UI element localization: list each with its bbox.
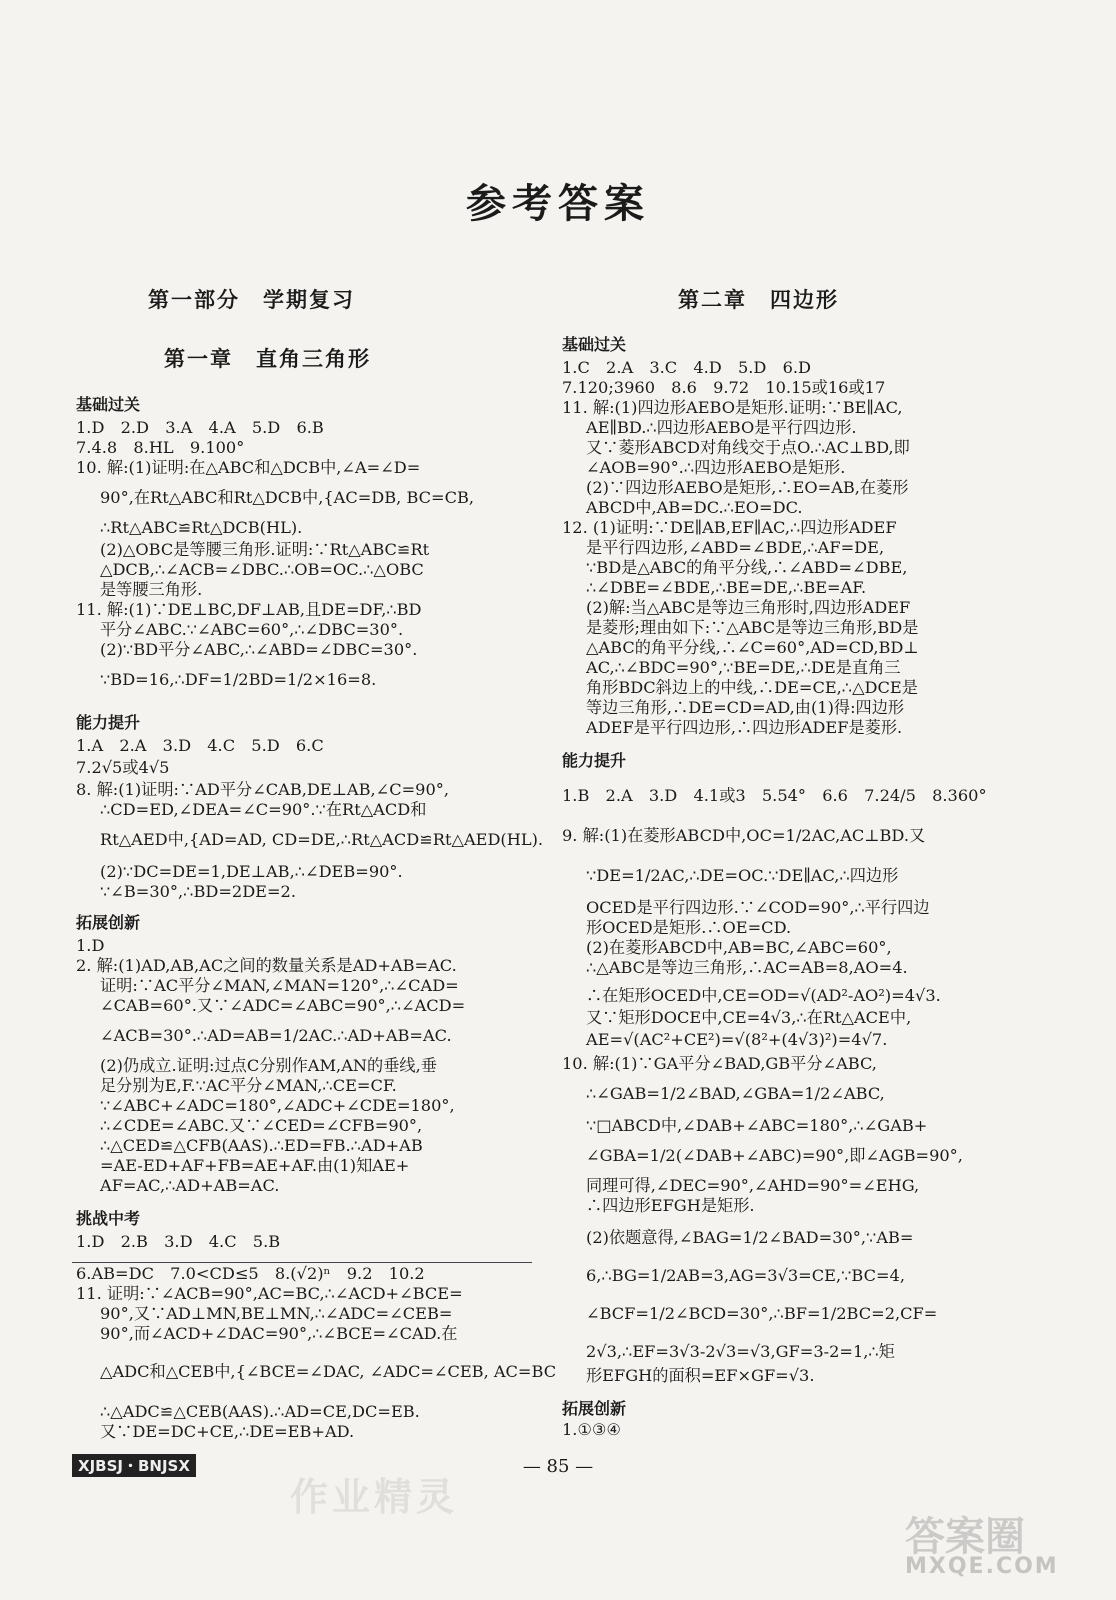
answer-line: (2)∵DC=DE=1,DE⊥AB,∴∠DEB=90°. — [100, 862, 403, 881]
answer-line: AE=√(AC²+CE²)=√(8²+(4√3)²)=4√7. — [586, 1030, 888, 1049]
answer-line: (2)依题意得,∠BAG=1/2∠BAD=30°,∵AB= — [586, 1228, 914, 1247]
answer-line: ∠ACB=30°.∴AD=AB=1/2AC.∴AD+AB=AC. — [100, 1026, 452, 1045]
answer-line: 又∵矩形DOCE中,CE=4√3,∴在Rt△ACE中, — [586, 1008, 912, 1027]
answer-line: 2√3,∴EF=3√3-2√3=√3,GF=3-2=1,∴矩 — [586, 1342, 895, 1361]
answer-line: 是菱形;理由如下:∵△ABC是等边三角形,BD是 — [586, 618, 919, 637]
answer-line: 1.D — [76, 936, 105, 955]
answer-line: ∵□ABCD中,∠DAB+∠ABC=180°,∴∠GAB+ — [586, 1116, 928, 1135]
answer-line: ∴Rt△ABC≌Rt△DCB(HL). — [100, 518, 303, 537]
answer-line: 7.4.8 8.HL 9.100° — [76, 438, 245, 457]
answer-line: 90°,在Rt△ABC和Rt△DCB中,{AC=DB, BC=CB, — [100, 488, 475, 507]
answer-line: 90°,而∠ACD+∠DAC=90°,∴∠BCE=∠CAD.在 — [100, 1324, 458, 1343]
answer-line: 角形BDC斜边上的中线,∴DE=CE,∴△DCE是 — [586, 678, 918, 697]
answer-line: 11. 解:(1)∵DE⊥BC,DF⊥AB,且DE=DF,∴BD — [76, 600, 422, 619]
answer-line: ∴∠DBE=∠BDE,∴BE=DE,∴BE=AF. — [586, 578, 867, 597]
answer-line: ABCD中,AB=DC.∴EO=DC. — [586, 498, 803, 517]
watermark-right-top: 答案圈 — [905, 1514, 1025, 1560]
answer-line: Rt△AED中,{AD=AD, CD=DE,∴Rt△ACD≌Rt△AED(HL). — [100, 830, 544, 849]
answer-line: 形OCED是矩形.∴OE=CD. — [586, 918, 792, 937]
answer-line: 8. 解:(1)证明:∵AD平分∠CAB,DE⊥AB,∠C=90°, — [76, 780, 449, 799]
answer-line: AC,∴∠BDC=90°,∵BE=DE,∴DE是直角三 — [586, 658, 901, 677]
answer-line: 7.2√5或4√5 — [76, 758, 170, 777]
answer-line: ∵DE=1/2AC,∴DE=OC.∵DE∥AC,∴四边形 — [586, 866, 899, 885]
answer-line: AE∥BD.∴四边形AEBO是平行四边形. — [586, 418, 857, 437]
page-number: — 85 — — [522, 1456, 594, 1477]
answer-line: ∴△CED≌△CFB(AAS).∴ED=FB.∴AD+AB — [100, 1136, 423, 1155]
answer-line: ∠BCF=1/2∠BCD=30°,∴BF=1/2BC=2,CF= — [586, 1304, 938, 1323]
answer-line: ∵BD=16,∴DF=1/2BD=1/2×16=8. — [100, 670, 377, 689]
answer-line: (2)解:当△ABC是等边三角形时,四边形ADEF — [586, 598, 911, 617]
chapter-2-title: 第二章 四边形 — [678, 288, 839, 312]
answer-line: 1.C 2.A 3.C 4.D 5.D 6.D — [562, 358, 812, 377]
answer-line: ∵∠B=30°,∴BD=2DE=2. — [100, 882, 296, 901]
watermark-right-bottom: MXQE.COM — [905, 1554, 1059, 1579]
answer-line: 足分别为E,F.∵AC平分∠MAN,∴CE=CF. — [100, 1076, 397, 1095]
answer-line: △ADC和△CEB中,{∠BCE=∠DAC, ∠ADC=∠CEB, AC=BC — [100, 1362, 557, 1381]
part-title: 第一部分 学期复习 — [148, 288, 355, 312]
answer-line: △DCB,∴∠ACB=∠DBC.∴OB=OC.∴△OBC — [100, 560, 424, 579]
answer-line: 11. 解:(1)四边形AEBO是矩形.证明:∵BE∥AC, — [562, 398, 903, 417]
answer-line: 12. (1)证明:∵DE∥AB,EF∥AC,∴四边形ADEF — [562, 518, 897, 537]
section-heading-basic: 基础过关 — [76, 395, 141, 414]
watermark-left: 作业精灵 — [290, 1475, 459, 1519]
answer-line: 是等腰三角形. — [100, 580, 203, 599]
section-heading-basic: 基础过关 — [562, 335, 627, 354]
answer-line: 9. 解:(1)在菱形ABCD中,OC=1/2AC,AC⊥BD.又 — [562, 826, 926, 845]
answer-line: 形EFGH的面积=EF×GF=√3. — [586, 1366, 815, 1385]
answer-line: ADEF是平行四边形,∴四边形ADEF是菱形. — [586, 718, 903, 737]
answer-line: 是平行四边形,∠ABD=∠BDE,∴AF=DE, — [586, 538, 885, 557]
answer-line: ∴△ABC是等边三角形,∴AC=AB=8,AO=4. — [586, 958, 908, 977]
answer-line: ∴在矩形OCED中,CE=OD=√(AD²-AO²)=4√3. — [586, 986, 941, 1005]
answer-line: 1.B 2.A 3.D 4.1或3 5.54° 6.6 7.24/5 8.360° — [562, 786, 987, 805]
section-heading-ability: 能力提升 — [562, 751, 627, 770]
footer-code: XJBSJ・BNJSX — [72, 1454, 196, 1477]
answer-line: 90°,又∵AD⊥MN,BE⊥MN,∴∠ADC=∠CEB= — [100, 1304, 453, 1323]
answer-line: △ABC的角平分线,∴∠C=60°,AD=CD,BD⊥ — [586, 638, 919, 657]
answer-line: 6.AB=DC 7.0<CD≤5 8.(√2)ⁿ 9.2 10.2 — [76, 1264, 425, 1283]
answer-line: 平分∠ABC.∵∠ABC=60°,∴∠DBC=30°. — [100, 620, 404, 639]
answer-line: AF=AC,∴AD+AB=AC. — [100, 1176, 280, 1195]
answer-line: ∴∠GAB=1/2∠BAD,∠GBA=1/2∠ABC, — [586, 1084, 885, 1103]
answer-line: ∵∠ABC+∠ADC=180°,∠ADC+∠CDE=180°, — [100, 1096, 455, 1115]
answer-line: ∠AOB=90°.∴四边形AEBO是矩形. — [586, 458, 846, 477]
answer-line: 1.D 2.D 3.A 4.A 5.D 6.B — [76, 418, 324, 437]
divider-line — [72, 1262, 532, 1263]
answer-line: 又∵菱形ABCD对角线交于点O.∴AC⊥BD,即 — [586, 438, 910, 457]
answer-line: 1.①③④ — [562, 1420, 621, 1439]
answer-line: (2)∵四边形AEBO是矩形,∴EO=AB,在菱形 — [586, 478, 909, 497]
answer-line: ∴△ADC≌△CEB(AAS).∴AD=CE,DC=EB. — [100, 1402, 420, 1421]
answer-line: 证明:∵AC平分∠MAN,∠MAN=120°,∴∠CAD= — [100, 976, 459, 995]
section-heading-expand: 拓展创新 — [562, 1399, 627, 1418]
section-heading-expand: 拓展创新 — [76, 913, 141, 932]
section-heading-challenge: 挑战中考 — [76, 1209, 141, 1228]
answer-line: 等边三角形,∴DE=CD=AD,由(1)得:四边形 — [586, 698, 905, 717]
answer-line: (2)仍成立.证明:过点C分别作AM,AN的垂线,垂 — [100, 1056, 437, 1075]
answer-line: ∵BD是△ABC的角平分线,∴∠ABD=∠DBE, — [586, 558, 908, 577]
answer-line: 2. 解:(1)AD,AB,AC之间的数量关系是AD+AB=AC. — [76, 956, 457, 975]
page-title: 参考答案 — [466, 181, 650, 227]
answer-line: 6,∴BG=1/2AB=3,AG=3√3=CE,∵BC=4, — [586, 1266, 905, 1285]
answer-line: ∠GBA=1/2(∠DAB+∠ABC)=90°,即∠AGB=90°, — [586, 1146, 963, 1165]
chapter-1-title: 第一章 直角三角形 — [164, 347, 371, 371]
answer-line: ∠CAB=60°.又∵∠ADC=∠ABC=90°,∴∠ACD= — [100, 996, 466, 1015]
answer-line: OCED是平行四边形.∵∠COD=90°,∴平行四边 — [586, 898, 930, 917]
answer-line: =AE-ED+AF+FB=AE+AF.由(1)知AE+ — [100, 1156, 410, 1175]
answer-line: 1.D 2.B 3.D 4.C 5.B — [76, 1232, 281, 1251]
answer-line: (2)∵BD平分∠ABC,∴∠ABD=∠DBC=30°. — [100, 640, 418, 659]
answer-line: 10. 解:(1)证明:在△ABC和△DCB中,∠A=∠D= — [76, 458, 421, 477]
answer-line: ∴CD=ED,∠DEA=∠C=90°.∵在Rt△ACD和 — [100, 800, 427, 819]
answer-line: 11. 证明:∵∠ACB=90°,AC=BC,∴∠ACD+∠BCE= — [76, 1284, 463, 1303]
answer-line: 1.A 2.A 3.D 4.C 5.D 6.C — [76, 736, 324, 755]
answer-line: (2)△OBC是等腰三角形.证明:∵Rt△ABC≌Rt — [100, 540, 430, 559]
answer-line: 10. 解:(1)∵GA平分∠BAD,GB平分∠ABC, — [562, 1054, 877, 1073]
answer-line: 又∵DE=DC+CE,∴DE=EB+AD. — [100, 1422, 355, 1441]
answer-line: ∴四边形EFGH是矩形. — [586, 1196, 755, 1215]
answer-line: (2)在菱形ABCD中,AB=BC,∠ABC=60°, — [586, 938, 892, 957]
answer-line: 同理可得,∠DEC=90°,∠AHD=90°=∠EHG, — [586, 1176, 920, 1195]
section-heading-ability: 能力提升 — [76, 713, 141, 732]
answer-line: 7.120;3960 8.6 9.72 10.15或16或17 — [562, 378, 886, 397]
answer-line: ∴∠CDE=∠ABC.又∵∠CED=∠CFB=90°, — [100, 1116, 423, 1135]
